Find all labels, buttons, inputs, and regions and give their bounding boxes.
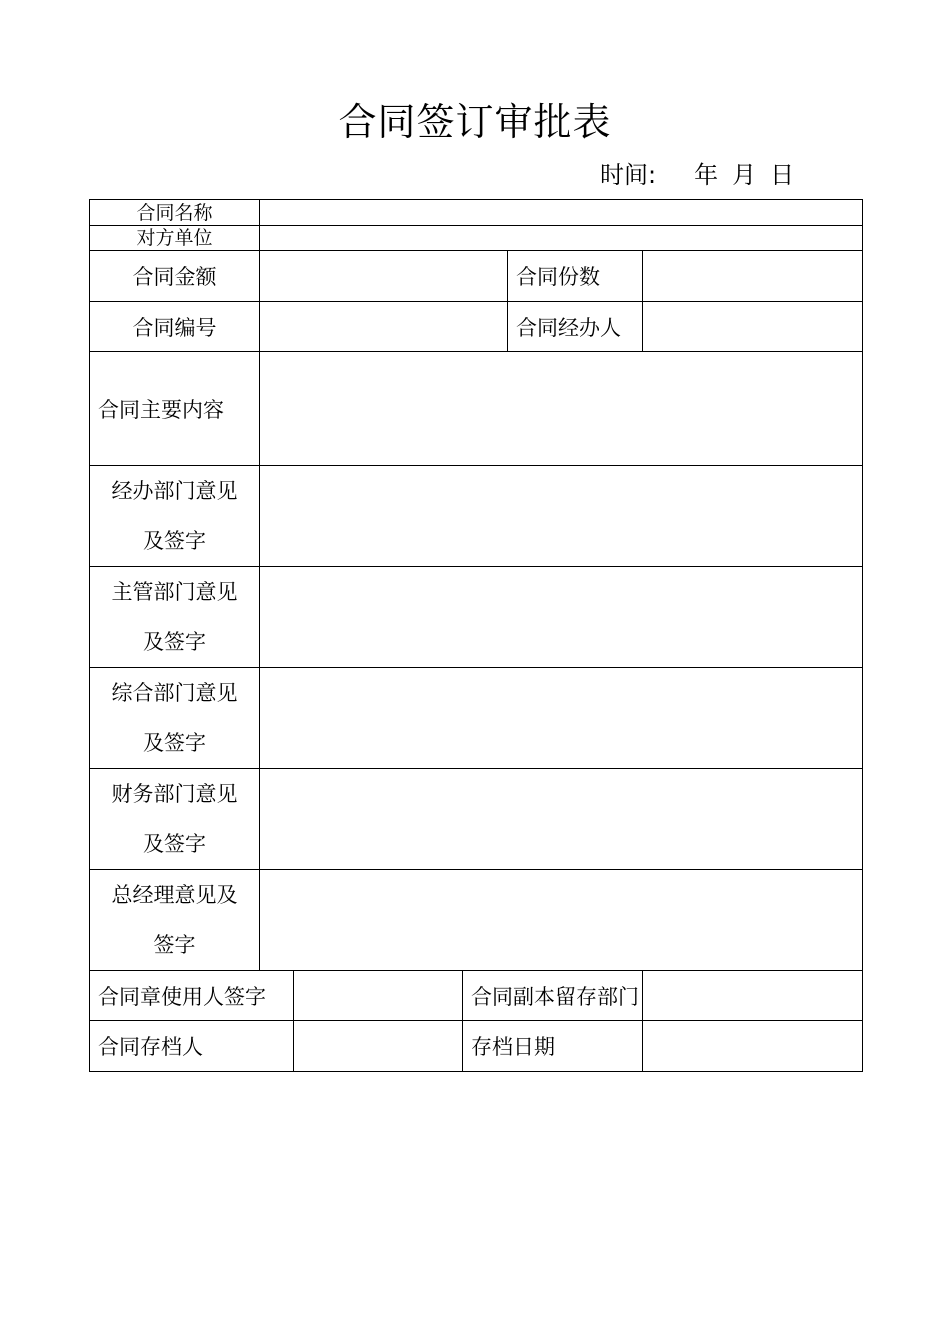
- dept-opinion-field[interactable]: [260, 466, 863, 567]
- main-content-label: 合同主要内容: [90, 352, 260, 466]
- archive-date-label: 存档日期: [463, 1021, 643, 1072]
- gm-opinion-field[interactable]: [260, 870, 863, 971]
- archivist-field[interactable]: [294, 1021, 463, 1072]
- table-row: [90, 870, 863, 971]
- copies-field[interactable]: [643, 251, 863, 302]
- table-row: [90, 302, 863, 352]
- approval-table: [89, 199, 863, 1072]
- supervisor-opinion-field[interactable]: [260, 567, 863, 668]
- gm-opinion-label: 总经理意见及 签字: [90, 870, 260, 971]
- contract-name-field[interactable]: [260, 200, 863, 226]
- archive-date-field[interactable]: [643, 1021, 863, 1072]
- copies-label: 合同份数: [508, 251, 643, 302]
- supervisor-opinion-label: 主管部门意见 及签字: [90, 567, 260, 668]
- contract-name-label: 合同名称: [90, 200, 260, 226]
- number-field[interactable]: [260, 302, 508, 352]
- finance-opinion-field[interactable]: [260, 769, 863, 870]
- counterparty-field[interactable]: [260, 226, 863, 251]
- table-row: [90, 226, 863, 251]
- date-day: 日: [770, 161, 795, 189]
- seal-user-label: 合同章使用人签字: [90, 971, 294, 1021]
- table-row: [90, 1021, 863, 1072]
- copy-dept-field[interactable]: [643, 971, 863, 1021]
- amount-field[interactable]: [260, 251, 508, 302]
- table-row: [90, 466, 863, 567]
- table-row: [90, 769, 863, 870]
- general-opinion-label: 综合部门意见 及签字: [90, 668, 260, 769]
- form-title: 合同签订审批表: [338, 100, 612, 144]
- copy-dept-label: 合同副本留存部门: [463, 971, 643, 1021]
- handler-field[interactable]: [643, 302, 863, 352]
- finance-opinion-label: 财务部门意见 及签字: [90, 769, 260, 870]
- main-content-field[interactable]: [260, 352, 863, 466]
- table-row: [90, 251, 863, 302]
- date-line: [600, 158, 794, 192]
- archivist-label: 合同存档人: [90, 1021, 294, 1072]
- table-row: [90, 668, 863, 769]
- table-row: [90, 200, 863, 226]
- date-label: 时间:: [600, 161, 657, 189]
- date-year: 年: [694, 161, 719, 189]
- seal-user-field[interactable]: [294, 971, 463, 1021]
- date-month: 月: [732, 161, 757, 189]
- dept-opinion-label: 经办部门意见 及签字: [90, 466, 260, 567]
- table-row: [90, 352, 863, 466]
- general-opinion-field[interactable]: [260, 668, 863, 769]
- number-label: 合同编号: [90, 302, 260, 352]
- amount-label: 合同金额: [90, 251, 260, 302]
- counterparty-label: 对方单位: [90, 226, 260, 251]
- table-row: [90, 971, 863, 1021]
- handler-label: 合同经办人: [508, 302, 643, 352]
- table-row: [90, 567, 863, 668]
